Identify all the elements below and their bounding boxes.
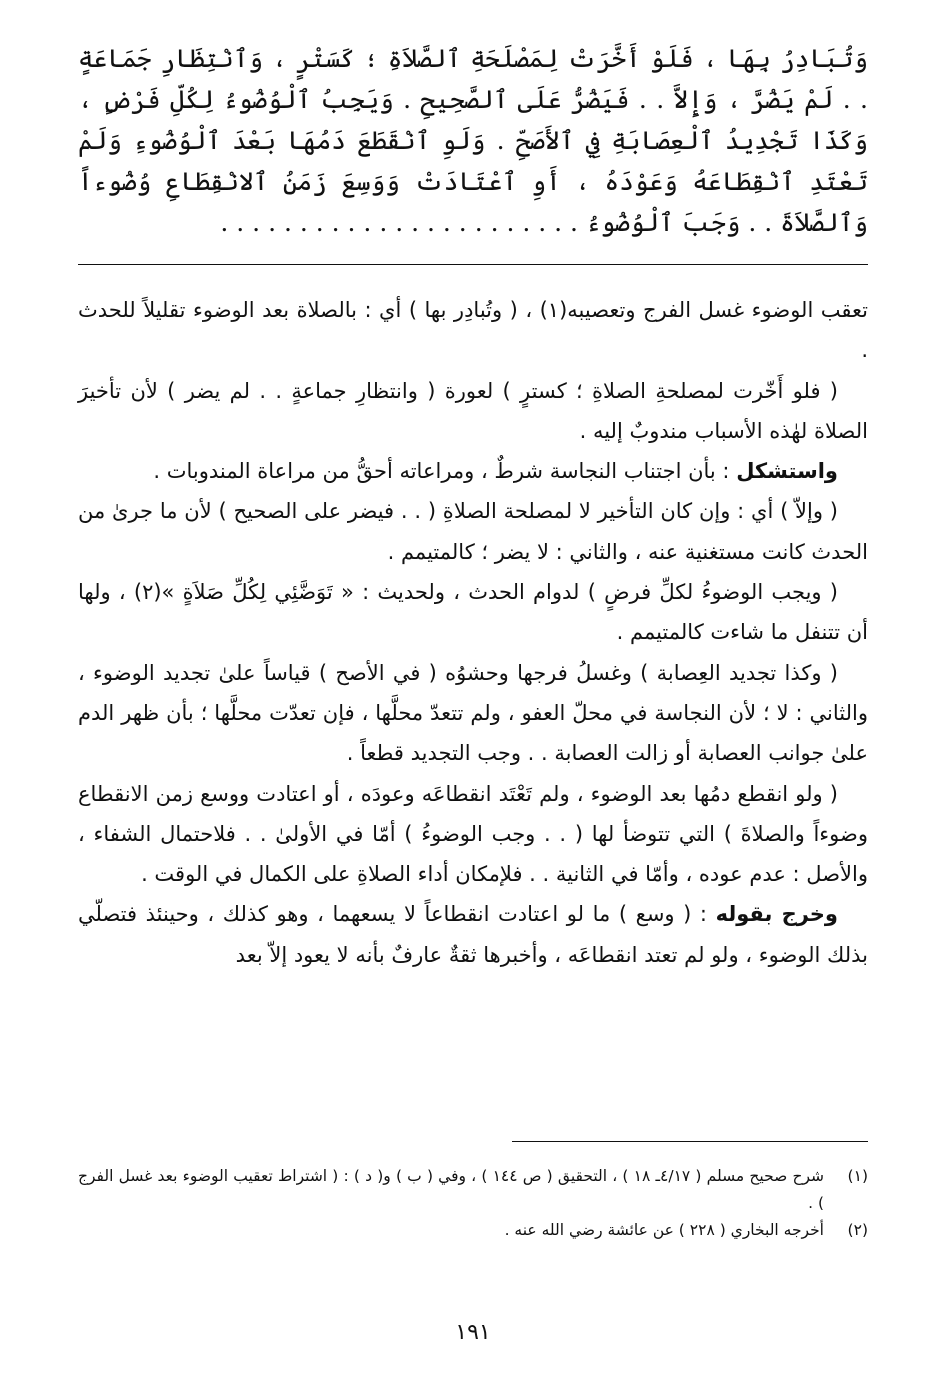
sharh-paragraph-5: ( ويجب الوضوءُ لكلِّ فرضٍ ) لدوام الحدث ، ولحديث : « تَوَضَّئِي لِكُلِّ صَلاَةٍ »(٢) ، ولها أن تتنفل ما شاءت كالمتيمم . <box>78 580 868 645</box>
footnotes <box>78 1163 868 1244</box>
separator-line <box>78 264 868 265</box>
footnote-number: (١) <box>847 1167 868 1185</box>
bold-term: وخرج بقوله <box>715 902 838 927</box>
bold-term: واستشكل <box>736 459 838 484</box>
book-page <box>78 38 868 1345</box>
matn-paragraph: وَتُبَادِرُ بِهَا ، فَلَوْ أَخَّرَتْ لِمَصْلَحَةِ ٱلصَّلاَةِ ؛ كَسَتْرٍ ، وَٱنْتِظَارِ جَمَاعَةٍ . . لَمْ يَضُرَّ ، وَإِلاَّ . . فَيَضُرُّ عَلَى ٱلصَّحِيحِ . وَيَجِبُ ٱلْوُضُوءُ لِكُلِّ فَرْضٍ ، وَكَذَا تَجْدِيدُ ٱلْعِصَابَةِ فِي ٱلأَصَحِّ . وَلَوِ ٱنْقَطَعَ دَمُهَا بَعْدَ ٱلْوُضُوءِ وَلَمْ تَعْتَدِ ٱنْقِطَاعَهُ وَعَوْدَهُ ، أَوِ ٱعْتَادَتْ وَوَسِعَ زَمَنُ ٱلانْقِطَاعِ وُضُوءاً وَٱلصَّلاَةَ . . وَجَبَ ٱلْوُضُوءُ . . . . . . . . . . . . . . . . . . . . . . . <box>78 44 868 237</box>
sharh-paragraph-3: واستشكل : بأن اجتناب النجاسة شرطٌ ، ومراعاته أحقُّ من مراعاة المندوبات . <box>153 459 838 484</box>
matn-text <box>78 38 868 243</box>
sharh-paragraph-8: وخرج بقوله : ( وسع ) ما لو اعتادت انقطاعاً لا يسعهما ، وهو كذلك ، وحينئذ فتصلّي بذلك الوضوء ، ولو لم تعتد انقطاعَه ، وأخبرها ثقةٌ عارفٌ بأنه لا يعود إلاّ بعد <box>78 902 868 967</box>
sharh-paragraph-6: ( وكذا تجديد العِصابة ) وغسلُ فرجها وحشوُه ( في الأصح ) قياساً علىٰ تجديد الوضوء ، والثاني : لا ؛ لأن النجاسة في محلّ العفو ، ولم تتعدّ محلَّها ، فإن تعدّت محلَّها ؛ بأن ظهر الدم علىٰ جوانب العصابة أو زالت العصابة . . وجب التجديد قطعاً . <box>78 660 868 766</box>
footnote-1 <box>78 1163 868 1217</box>
page-number: ١٩١ <box>455 1320 491 1345</box>
sharh-paragraph-4: ( وإلاّ ) أي : وإن كان التأخير لا لمصلحة الصلاةِ ( . . فيضر على الصحيح ) لأن ما جرىٰ من الحدث كانت مستغنية عنه ، والثاني : لا يضر ؛ كالمتيمم . <box>78 499 868 564</box>
sharh-paragraph-7: ( ولو انقطع دمُها بعد الوضوء ، ولم تَعْتَد انقطاعَه وعودَه ، أو اعتادت ووسع زمن الانقطاع وضوءاً والصلاةَ ) التي تتوضأ لها ( . . وجب الوضوءُ ) أمّا في الأولىٰ . . فلاحتمال الشفاء ، والأصل : عدم عوده ، وأمّا في الثانية . . فلإمكان أداء الصلاةِ على الكمال في الوقت . <box>78 781 868 887</box>
sharh-text <box>78 290 868 975</box>
footnote-2 <box>78 1217 868 1244</box>
footnote-number: (٢) <box>847 1221 868 1239</box>
sharh-paragraph-2: ( فلو أَخّرت لمصلحةِ الصلاةِ ؛ كسترٍ ) لعورة ( وانتظارِ جماعةٍ . . لم يضر ) لأن تأخيرَ الصلاة لهٰذه الأسباب مندوبٌ إليه . <box>78 378 868 443</box>
footnote-text: أخرجه البخاري ( ٢٢٨ ) عن عائشة رضي الله عنه . <box>504 1221 824 1239</box>
sharh-paragraph-1: تعقب الوضوء غسل الفرج وتعصيبه(١) ، ( وتُبادِر بها ) أي : بالصلاة بعد الوضوء تقليلاً للحدث . <box>78 298 868 363</box>
footnote-text: شرح صحيح مسلم ( ٤/١٧ـ ١٨ ) ، التحقيق ( ص ١٤٤ ) ، وفي ( ب ) و( د ) : ( اشتراط تعقيب الوضوء بعد غسل الفرج ) . <box>78 1167 824 1212</box>
footnote-separator <box>512 1141 868 1142</box>
